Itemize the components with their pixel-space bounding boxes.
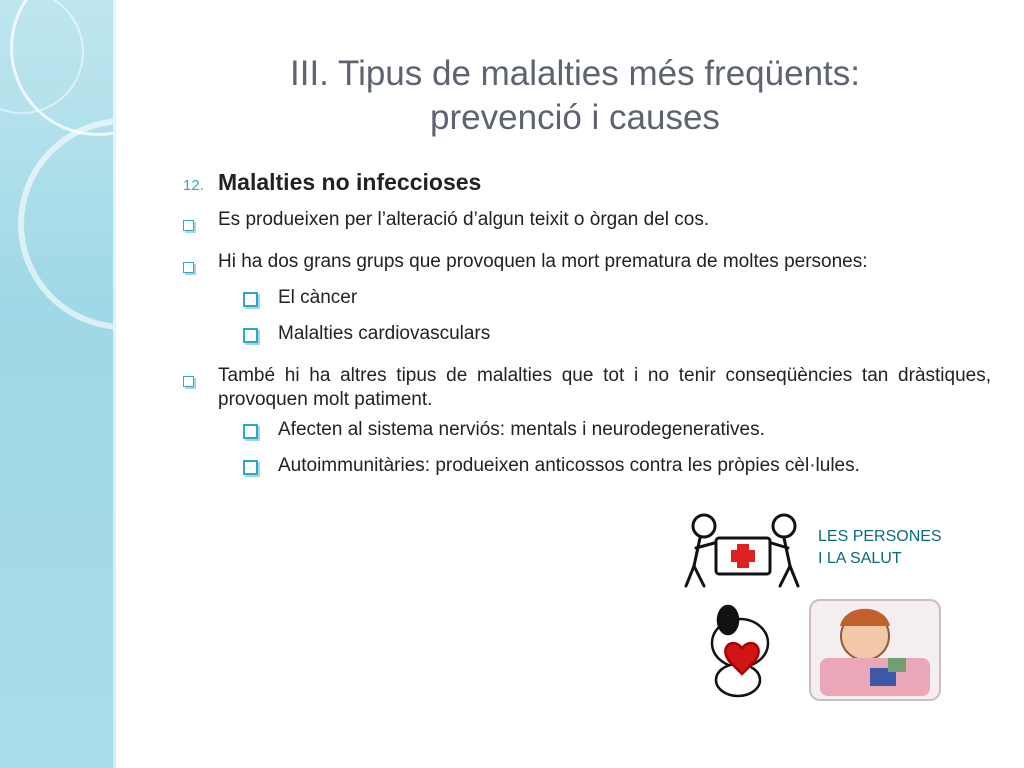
sub-bullet-text: El càncer [278, 287, 358, 308]
health-logo [680, 508, 980, 708]
bullet-text: Hi ha dos grans grups que provoquen la mort prematura de moltes persones: [218, 251, 868, 272]
bullet-item [183, 208, 991, 238]
decorative-ring [18, 118, 113, 330]
sub-bullet-text: Malalties cardiovasculars [278, 323, 491, 344]
sick-child-bed-icon [810, 600, 940, 700]
bullet-text: També hi ha altres tipus de malalties que tot i no tenir conseqüències tan dràstiques, provoquen molt patiment. [218, 365, 991, 410]
square-bullet-icon [183, 262, 194, 273]
bullet-text: Es produeixen per l’alteració d’algun teixit o òrgan del cos. [218, 209, 710, 230]
title-line-2: prevenció i causes [430, 98, 720, 137]
decorative-ring [10, 0, 113, 136]
section-heading [183, 170, 991, 198]
logo-text [818, 526, 942, 570]
sub-bullet-item [243, 322, 991, 350]
sub-bullet-item [243, 454, 991, 482]
section-number: 12. [183, 177, 204, 194]
square-bullet-icon [183, 220, 194, 231]
square-bullet-icon [243, 424, 258, 439]
slide-content [183, 170, 991, 490]
sidebar-edge [113, 0, 116, 768]
snoopy-heart-icon [712, 606, 768, 696]
decorative-sidebar [0, 0, 113, 768]
square-bullet-icon [243, 460, 258, 475]
sub-bullet-item [243, 286, 991, 314]
slide-title [150, 52, 1000, 140]
title-line-1: III. Tipus de malalties més freqüents: [290, 54, 860, 93]
logo-line-1: LES PERSONES [818, 528, 942, 545]
bullet-item [183, 364, 991, 412]
square-bullet-icon [243, 292, 258, 307]
section-heading-text: Malalties no infeccioses [218, 169, 482, 195]
square-bullet-icon [243, 328, 258, 343]
bullet-item [183, 250, 991, 280]
square-bullet-icon [183, 376, 194, 387]
logo-line-2: I LA SALUT [818, 550, 902, 567]
sub-bullet-text: Autoimmunitàries: produeixen anticossos contra les pròpies cèl·lules. [278, 455, 860, 476]
sub-bullet-item [243, 418, 991, 446]
sub-bullet-text: Afecten al sistema nerviós: mentals i neurodegeneratives. [278, 419, 765, 440]
